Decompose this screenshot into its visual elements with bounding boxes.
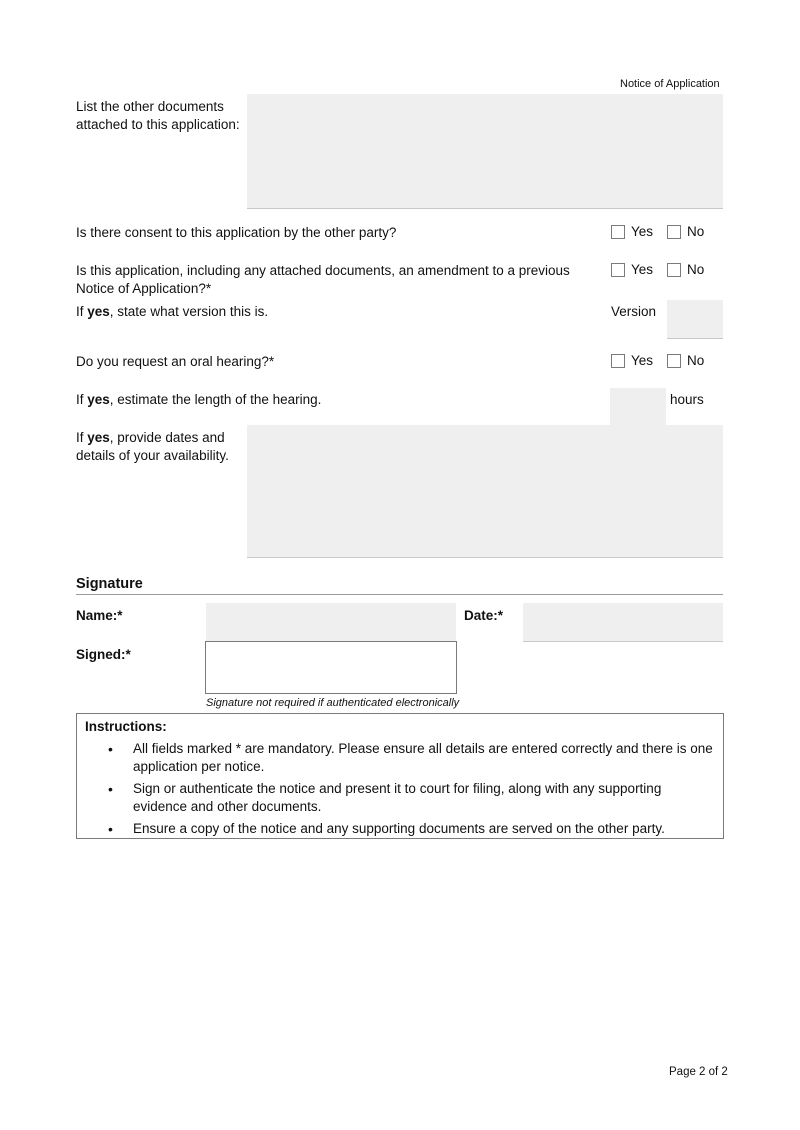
instructions-heading: Instructions: <box>85 719 167 734</box>
amendment-yes-option[interactable] <box>611 262 653 277</box>
bullet-icon: • <box>108 741 113 757</box>
other-documents-field[interactable] <box>247 94 723 209</box>
consent-no-checkbox[interactable] <box>667 225 681 239</box>
instructions-list <box>77 740 723 838</box>
amendment-no-checkbox[interactable] <box>667 263 681 277</box>
oral-hearing-question: Do you request an oral hearing?* <box>76 354 275 369</box>
oral-hearing-yes-checkbox[interactable] <box>611 354 625 368</box>
amendment-no-option[interactable] <box>667 262 704 277</box>
version-label: Version <box>611 304 657 319</box>
instructions-box <box>76 713 724 839</box>
consent-no-option[interactable] <box>667 224 704 239</box>
consent-yes-checkbox[interactable] <box>611 225 625 239</box>
form-title: Notice of Application <box>620 78 720 90</box>
signature-box[interactable] <box>205 641 457 694</box>
signature-note: Signature not required if authenticated electronically <box>206 697 460 709</box>
oral-hearing-no-checkbox[interactable] <box>667 354 681 368</box>
date-label: Date:* <box>464 608 504 623</box>
hearing-length-field[interactable] <box>610 388 666 426</box>
instruction-item: • All fields marked * are mandatory. Please ensure all details are entered correctly and there is one application per notice. <box>108 741 713 774</box>
availability-label: If yes, provide dates and details of your availability. <box>76 430 229 463</box>
name-label: Name:* <box>76 608 123 623</box>
signature-heading: Signature <box>76 576 143 592</box>
date-field[interactable] <box>523 603 723 642</box>
signed-label: Signed:* <box>76 647 131 662</box>
consent-question: Is there consent to this application by the other party? <box>76 225 397 240</box>
hours-label: hours <box>670 392 704 407</box>
version-field[interactable] <box>667 300 723 339</box>
availability-field[interactable] <box>247 425 723 558</box>
amendment-question: Is this application, including any attached documents, an amendment to a previous Notice of Application?* <box>76 263 570 296</box>
version-instruction: If yes, state what version this is. <box>76 304 269 319</box>
hearing-length-instruction: If yes, estimate the length of the hearing. <box>76 392 322 407</box>
oral-hearing-no-label: No <box>687 353 705 368</box>
amendment-yes-label: Yes <box>631 262 654 277</box>
consent-yes-label: Yes <box>631 224 654 239</box>
bullet-icon: • <box>108 821 113 837</box>
amendment-yes-checkbox[interactable] <box>611 263 625 277</box>
consent-no-label: No <box>687 224 705 239</box>
amendment-no-label: No <box>687 262 705 277</box>
oral-hearing-no-option[interactable] <box>667 353 704 368</box>
signature-divider <box>76 594 723 595</box>
oral-hearing-yes-option[interactable] <box>611 353 653 368</box>
page-number: Page 2 of 2 <box>669 1066 728 1078</box>
other-documents-label: List the other documents attached to this application: <box>76 99 240 132</box>
oral-hearing-yes-label: Yes <box>631 353 654 368</box>
consent-yes-option[interactable] <box>611 224 653 239</box>
name-field[interactable] <box>206 603 456 642</box>
instruction-item: • Sign or authenticate the notice and present it to court for filing, along with any supporting evidence and other documents. <box>108 781 662 814</box>
bullet-icon: • <box>108 781 113 797</box>
instruction-item: • Ensure a copy of the notice and any supporting documents are served on the other party. <box>108 821 665 837</box>
